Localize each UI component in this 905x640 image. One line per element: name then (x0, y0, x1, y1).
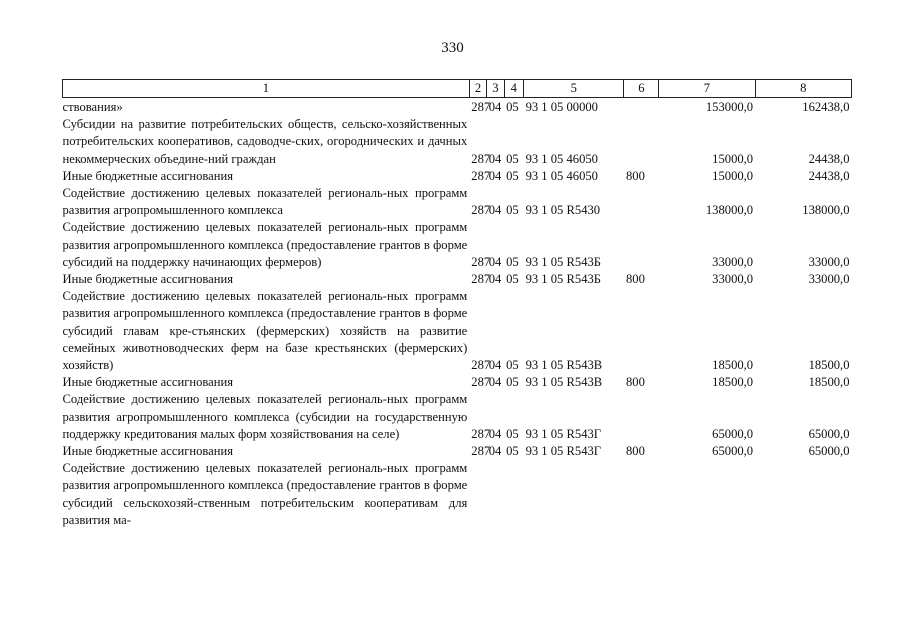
row-amount-col8: 24438,0 (808, 168, 850, 183)
row-expense-type (624, 391, 659, 443)
table-row (63, 168, 852, 185)
row-amount-col7: 33000,0 (712, 272, 754, 287)
row-amount-col8: 65000,0 (808, 426, 850, 441)
column-header: 6 (624, 80, 659, 98)
row-ministry-code: 287 (471, 151, 491, 166)
row-expense-type (624, 116, 659, 168)
row-expense-type: 800 (625, 375, 645, 390)
column-header: 4 (504, 80, 523, 98)
row-name: Содействие достижению целевых показателей региональ-ных программ развития агропромышленного комплекса (62, 186, 468, 218)
row-subsection-code: 05 (506, 168, 519, 183)
row-amount-col7: 33000,0 (712, 254, 754, 269)
row-amount-col8: 33000,0 (808, 272, 850, 287)
row-subsection-code: 05 (506, 358, 519, 373)
row-ministry-code: 287 (471, 272, 491, 287)
table-row (63, 460, 852, 529)
row-ministry-code: 287 (471, 254, 491, 269)
row-subsection-code: 05 (506, 444, 519, 459)
table-header (63, 80, 852, 98)
row-target-article (524, 460, 624, 529)
row-ministry-code: 287 (471, 100, 491, 114)
row-target-article: 93 1 05 46050 (525, 151, 598, 166)
column-header: 5 (524, 80, 624, 98)
row-section-code: 04 (488, 272, 502, 287)
row-amount-col7: 138000,0 (705, 203, 754, 218)
column-header: 2 (469, 80, 486, 98)
row-expense-type: 800 (625, 168, 645, 183)
row-section-code: 04 (488, 100, 502, 114)
row-ministry-code: 287 (471, 358, 491, 373)
row-section-code: 04 (488, 426, 502, 441)
row-expense-type (624, 288, 659, 374)
row-section-code: 04 (488, 358, 502, 373)
table-row (63, 288, 852, 374)
row-subsection-code: 05 (506, 375, 519, 390)
row-amount-col8: 18500,0 (808, 375, 850, 390)
page-number: 330 (441, 40, 464, 56)
row-section-code: 04 (488, 203, 502, 218)
row-subsection-code: 05 (506, 426, 519, 441)
row-name: Содействие достижению целевых показателей региональ-ных программ развития агропромышленного комплекса (предоставление грантов в форме субсидий сельскохозяй-ственным потребительским кооперативам для развития ма- (62, 461, 468, 527)
row-name: Иные бюджетные ассигнования (62, 375, 234, 390)
row-amount-col7: 18500,0 (712, 358, 754, 373)
row-target-article: 93 1 05 00000 (525, 100, 598, 114)
row-name: Иные бюджетные ассигнования (62, 272, 234, 287)
row-name: Содействие достижению целевых показателей региональ-ных программ развития агропромышленного комплекса (предоставление грантов в форме субсидий главам кре-стьянских (фермерских) хозяйств на развитие семейных животноводческих ферм на базе крестьянских (фермерских) хозяйств) (62, 289, 468, 373)
row-name: Содействие достижению целевых показателей региональ-ных программ развития агропромышленного комплекса (предоставление грантов в форме субсидий на поддержку начинающих фермеров) (62, 220, 468, 269)
row-section-code: 04 (488, 151, 502, 166)
row-target-article: 93 1 05 R543В (525, 358, 603, 373)
row-subsection-code: 05 (506, 151, 519, 166)
row-target-article: 93 1 05 R543Г (525, 426, 602, 441)
row-amount-col7: 153000,0 (705, 100, 754, 114)
row-target-article: 93 1 05 R5430 (525, 203, 601, 218)
row-ministry-code: 287 (471, 375, 491, 390)
row-name: Содействие достижению целевых показателей региональ-ных программ развития агропромышленного комплекса (субсидии на государственную поддержку кредитования малых форм хозяйствования на селе) (62, 392, 468, 441)
row-amount-col7: 65000,0 (712, 426, 754, 441)
row-amount-col7: 65000,0 (712, 444, 754, 459)
table-row (63, 116, 852, 168)
table-row (63, 391, 852, 443)
row-subsection-code: 05 (506, 272, 519, 287)
budget-table (62, 79, 852, 529)
row-amount-col7: 15000,0 (712, 168, 754, 183)
row-name: Субсидии на развитие потребительских обществ, сельско-хозяйственных потребительских кооперативов, садоводче-ских, огороднических и дачных некоммерческих объедине-ний граждан (62, 117, 468, 166)
row-amount-col8: 138000,0 (802, 203, 850, 218)
header-row (63, 80, 852, 98)
table-row (63, 98, 852, 117)
row-expense-type (624, 98, 659, 117)
row-name: ствования» (62, 100, 123, 114)
row-section-code: 04 (488, 254, 502, 269)
row-subsection-code: 05 (506, 100, 519, 114)
row-ministry-code: 287 (471, 168, 491, 183)
column-header: 7 (659, 80, 755, 98)
row-target-article: 93 1 05 R543Б (525, 272, 602, 287)
row-section-code (487, 460, 504, 529)
row-expense-type: 800 (625, 444, 645, 459)
row-ministry-code: 287 (471, 203, 491, 218)
row-target-article: 93 1 05 R543Г (525, 444, 602, 459)
row-section-code: 04 (488, 444, 502, 459)
table-row (63, 443, 852, 460)
row-name: Иные бюджетные ассигнования (62, 168, 234, 183)
row-ministry-code: 287 (471, 444, 491, 459)
row-amount-col7: 18500,0 (712, 375, 754, 390)
row-amount-col7: 15000,0 (712, 151, 754, 166)
row-amount-col8: 162438,0 (802, 100, 850, 114)
row-ministry-code: 287 (471, 426, 491, 441)
row-subsection-code: 05 (506, 203, 519, 218)
column-header: 8 (755, 80, 851, 98)
table-row (63, 271, 852, 288)
row-expense-type (624, 185, 659, 219)
row-amount-col8: 18500,0 (808, 358, 850, 373)
table-row (63, 374, 852, 391)
row-target-article: 93 1 05 R543В (525, 375, 603, 390)
row-amount-col7 (659, 460, 755, 529)
row-subsection-code: 05 (506, 254, 519, 269)
column-header: 3 (487, 80, 504, 98)
row-ministry-code (469, 460, 486, 529)
row-amount-col8 (755, 460, 851, 529)
row-expense-type (624, 219, 659, 271)
table-body (63, 98, 852, 530)
table-row (63, 185, 852, 219)
row-subsection-code (504, 460, 523, 529)
row-target-article: 93 1 05 46050 (525, 168, 598, 183)
row-section-code: 04 (488, 375, 502, 390)
column-header: 1 (63, 80, 470, 98)
row-amount-col8: 33000,0 (808, 254, 850, 269)
row-expense-type (624, 460, 659, 529)
row-expense-type: 800 (625, 272, 645, 287)
table-row (63, 219, 852, 271)
row-target-article: 93 1 05 R543Б (525, 254, 602, 269)
row-name: Иные бюджетные ассигнования (62, 444, 234, 459)
row-amount-col8: 24438,0 (808, 151, 850, 166)
row-amount-col8: 65000,0 (808, 444, 850, 459)
row-section-code: 04 (488, 168, 502, 183)
